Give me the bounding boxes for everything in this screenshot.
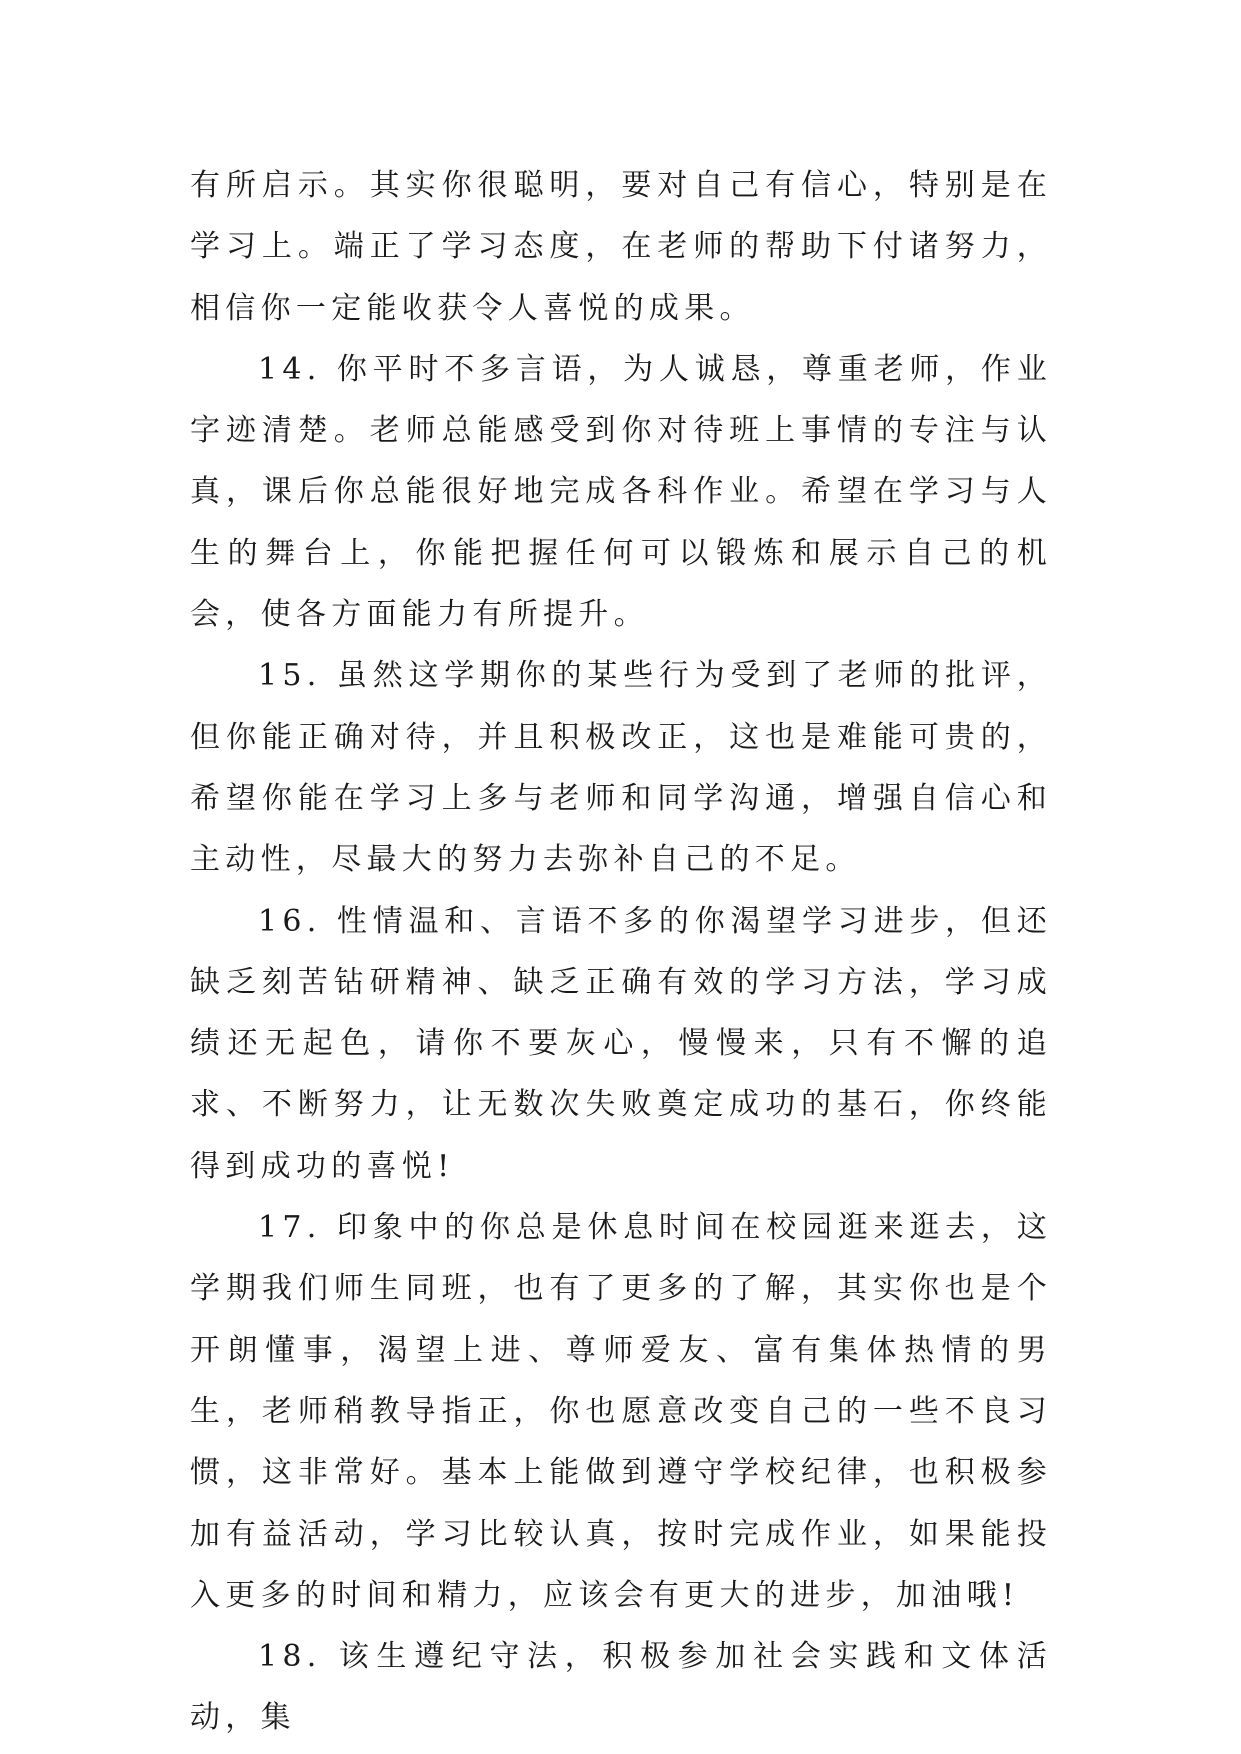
paragraph-item-18: 18. 该生遵纪守法，积极参加社会实践和文体活动，集 <box>190 1639 1052 1736</box>
paragraph-item-16: 16. 性情温和、言语不多的你渴望学习进步，但还缺乏刻苦钻研精神、缺乏正确有效的学习方法，学习成绩还无起色，请你不要灰心，慢慢来，只有不懈的追求、不断努力，让无数次失败奠定成功的基石，你终能得到成功的喜悦! <box>190 903 1052 1184</box>
paragraph-continuation: 有所启示。其实你很聪明，要对自己有信心，特别是在学习上。端正了学习态度，在老师的帮助下付诸努力，相信你一定能收获令人喜悦的成果。 <box>190 168 1052 326</box>
paragraph-item-15: 15. 虽然这学期你的某些行为受到了老师的批评，但你能正确对待，并且积极改正，这也是难能可贵的，希望你能在学习上多与老师和同学沟通，增强自信心和主动性，尽最大的努力去弥补自己的不足。 <box>190 658 1052 878</box>
paragraph-item-14: 14. 你平时不多言语，为人诚恳，尊重老师，作业字迹清楚。老师总能感受到你对待班上事情的专注与认真，课后你总能很好地完成各科作业。希望在学习与人生的舞台上，你能把握任何可以锻炼和展示自己的机会，使各方面能力有所提升。 <box>190 351 1052 633</box>
document-body <box>190 155 1052 1749</box>
paragraph-item-17: 17. 印象中的你总是休息时间在校园逛来逛去，这学期我们师生同班，也有了更多的了解，其实你也是个开朗懂事，渴望上进、尊师爱友、富有集体热情的男生，老师稍教导指正，你也愿意改变自己的一些不良习惯，这非常好。基本上能做到遵守学校纪律，也积极参加有益活动，学习比较认真，按时完成作业，如果能投入更多的时间和精力，应该会有更大的进步，加油哦! <box>190 1210 1052 1613</box>
